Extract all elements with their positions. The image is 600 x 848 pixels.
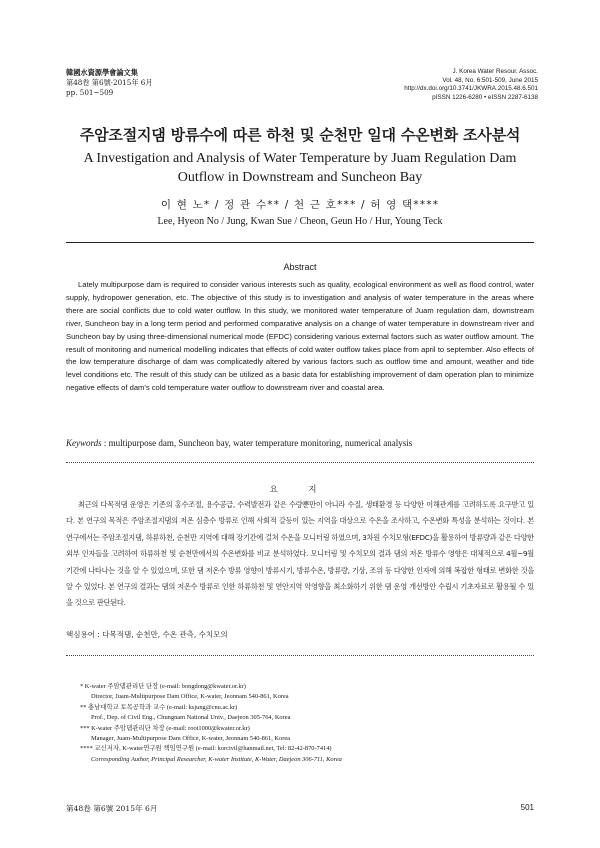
journal-header-right bbox=[404, 68, 538, 102]
paper-title-en-line2: Outflow in Downstream and Suncheon Bay bbox=[177, 170, 423, 185]
paper-title-en bbox=[60, 149, 540, 187]
volume-en: Vol. 48, No. 6:501-509, June 2015 bbox=[442, 76, 538, 84]
footnote-line: Corresponding Author, Principal Researcher, K-water Institute, K-Water, Daejeon 306-711, Korea bbox=[91, 755, 342, 763]
volume-kor: 第48卷 第6號·2015年 6月 bbox=[66, 78, 153, 87]
footnote-line: ** 충남대학교 토목공학과 교수 (e-mail: ksjung@cnu.ac.kr) bbox=[80, 703, 238, 711]
yoji-divider bbox=[66, 655, 534, 656]
abstract-heading: Abstract bbox=[283, 262, 317, 272]
keywords bbox=[66, 438, 534, 448]
page-footer-journal: 第48卷 第6號 2015年 6月 bbox=[66, 804, 158, 813]
authors-kor: 이 현 노* / 정 관 수** / 천 근 호*** / 허 영 택**** bbox=[160, 199, 440, 211]
keywords-label: Keywords bbox=[66, 438, 102, 448]
footnote-line: *** K-water 주암댐관리단 차장 (e-mail: root1000@kwater.or.kr) bbox=[80, 724, 250, 732]
yoji-text: 최근의 다목적댐 운영은 기존의 홍수조절, 용수공급, 수력발전과 같은 수량뿐만이 아니라 수질, 생태환경 등 다양한 이해관계를 고려하도록 요구받고 있다. 본 연구의 목적은 주암조절지댐의 저온 심층수 방류로 인해 사회적 갈등이 있는 지역을 대상으로 수온을 조사하고, 수온변화 특성을 분석하는 것이다. 본 연구에서는 주암조절지댐, 하류하천, 순천만 지역에 대해 장기간에 걸쳐 수온을 모니터링 하였으며, 3차원 수치모형(EFDC)을 활용하여 방류량과 같은 다양한 외부 인자들을 고려하여 하류하천 및 순천만에서의 수온변화를 비교 분석하였다. 모니터링 및 수치모의 결과 댐의 저온 방류수 영향은 대체적으로 4월~9월 기간에 나타나는 것을 알 수 있었으며, 또한 댐 저온수 방류 영향이 방류시기, 방류수온, 방류량, 기상, 조위 등 다양한 인자에 의해 복잡한 형태로 변화한 것을 알 수 있었다. 본 연구의 결과는 댐의 저온수 방류로 인한 하류하천 및 연안지역 악영향을 최소화하기 위한 댐 운영 개선방안 수립시 기초자료로 활용될 수 있을 것으로 판단된다. bbox=[66, 500, 534, 608]
journal-name-en: J. Korea Water Resour. Assoc. bbox=[452, 68, 538, 75]
footnote-line: Manager, Juam-Multipurpose Dam Office, K-water, Jeonnam 540-861, Korea bbox=[91, 735, 291, 743]
author-footnotes bbox=[80, 682, 540, 765]
authors-en: Lee, Hyeon No / Jung, Kwan Sue / Cheon, Geun Ho / Hur, Young Teck bbox=[157, 216, 443, 227]
yoji-heading: 요 지 bbox=[269, 484, 331, 494]
journal-name-kor: 韓國水資源學會論文集 bbox=[66, 68, 138, 77]
page-range: pp. 501~509 bbox=[66, 88, 114, 97]
footnote-line: Prof., Dep. of Civil Eng., Chungnam National Univ., Daejeon 305-764, Korea bbox=[91, 714, 291, 722]
keywords-text: : multipurpose dam, Suncheon bay, water temperature monitoring, numerical analysis bbox=[101, 438, 413, 448]
page-number: 501 bbox=[520, 803, 534, 812]
paper-title-kor: 주암조절지댐 방류수에 따른 하천 및 순천만 일대 수온변화 조사분석 bbox=[79, 126, 521, 144]
issn: pISSN 1226-6280 • eISSN 2287-6138 bbox=[432, 93, 538, 101]
doi-link[interactable]: http://dx.doi.org/10.3741/JKWRA.2015.48.6.501 bbox=[404, 85, 538, 93]
abstract-text: Lately multipurpose dam is required to consider various interests such as quality, ecological environment as well as flood control, water supply, hydropower generation, etc. The objective of this study is to investigation and analysis of water temperature in the areas where there are social conflicts due to cold water outflow. In this study, we monitored water temperature of Juam regulation dam, downstream river, Suncheon bay in a long term period and performed comparative analysis on a change of water temperature in downstream river and Suncheon bay by using three-dimensional numerical mode (EFDC) considering various external factors such as water outflow amount. The result of monitoring and numerical modelling indicates that effects of cold water outflow takes place from april to september. Also effects of the low temperature discharge of dam was complicatedly altered by various factors such as outflow time and amount, weather and tide level conditions etc. The result of this study can be utilized as a basic data for establishing improvement of dam operation plan to minimize negative effects of dam's cold temperature water outflow to downstream river and coastal area. bbox=[66, 280, 534, 393]
journal-header-left bbox=[66, 68, 153, 98]
footnote-line: * K-water 주암댐관리단 단장 (e-mail: bongdong@kwater.or.kr) bbox=[80, 683, 246, 690]
abstract-divider bbox=[66, 462, 534, 463]
title-divider bbox=[66, 242, 534, 243]
paper-title-en-line1: A Investigation and Analysis of Water Temperature by Juam Regulation Dam bbox=[83, 151, 517, 166]
key-terms-kor: 핵심용어 : 다목적댐, 순천만, 수온 관측, 수치모의 bbox=[66, 630, 228, 639]
footnote-line: Director, Juam-Multipurpose Dam Office, K-water, Jeonnam 540-861, Korea bbox=[91, 693, 289, 701]
footnote-line: **** 교신저자, K-water연구원 책임연구원 (e-mail: korcivil@hanmail.net, Tel: 82-42-870-7414) bbox=[80, 745, 332, 753]
